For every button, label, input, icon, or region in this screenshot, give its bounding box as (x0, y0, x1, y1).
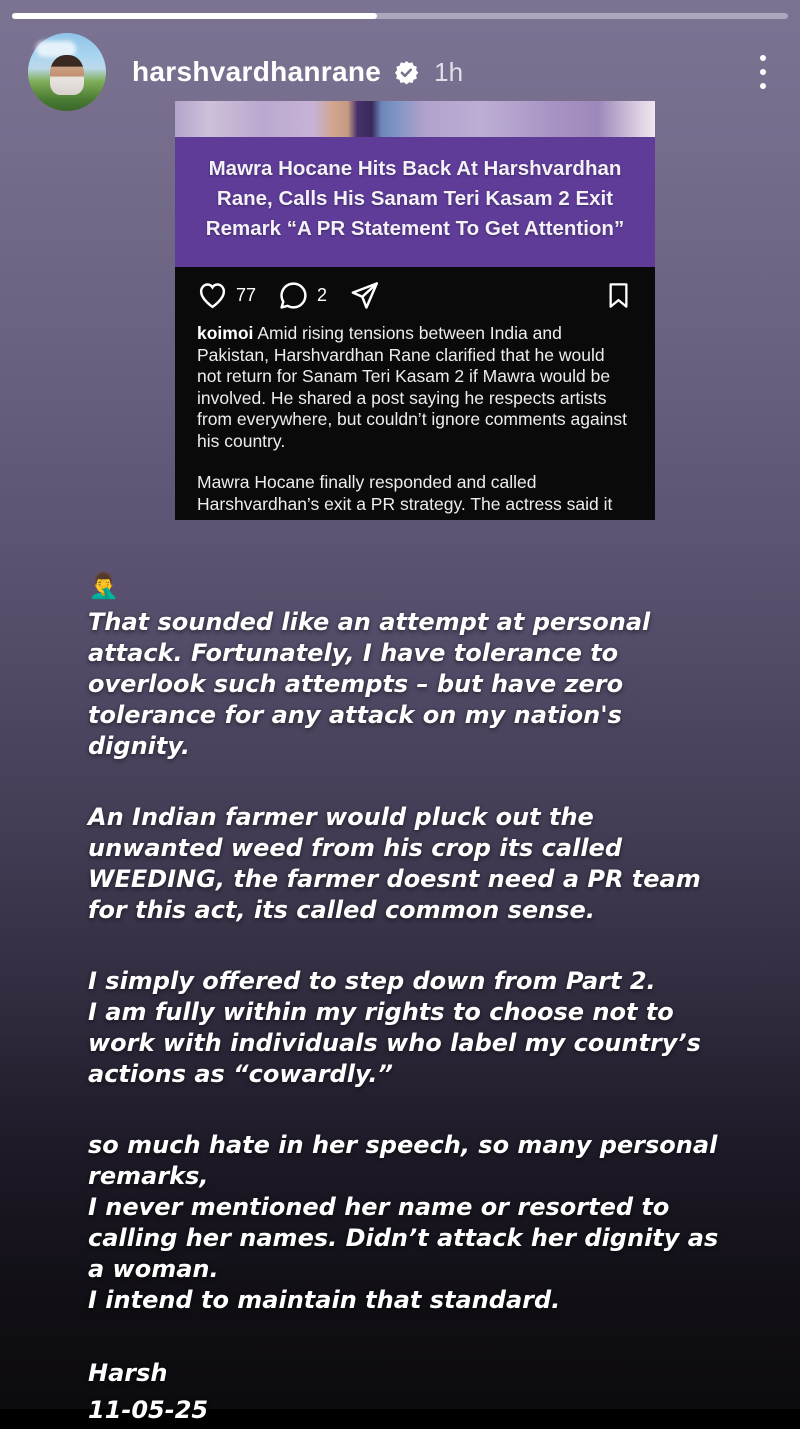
comment-icon (278, 280, 309, 311)
like-count: 77 (236, 285, 257, 305)
signature-date: 11-05-25 (88, 1396, 209, 1424)
username[interactable]: harshvardhanrane (132, 56, 382, 87)
like-heart-icon (197, 280, 228, 311)
story-line: An Indian farmer would pluck out the unwanted weed from his crop its called WEEDING, the farmer doesnt need a PR team for this act, its called common sense. (88, 803, 701, 924)
story-line: That sounded like an attempt at personal attack. Fortunately, I have tolerance to overlook such attempts – but have zero tolerance for any attack on my nation's dignity. (88, 608, 651, 760)
avatar-person-photo (50, 55, 84, 95)
post-headline: Mawra Hocane Hits Back At Harshvardhan Rane, Calls His Sanam Teri Kasam 2 Exit Remark “A PR Statement To Get Attention” (205, 157, 625, 240)
post-headline-area (175, 137, 655, 267)
more-options-button[interactable] (756, 49, 770, 95)
story-line: I simply offered to step down from Part 2. (88, 967, 656, 995)
comment-count: 2 (317, 285, 328, 305)
post-body (175, 267, 655, 520)
post-action-row (197, 280, 633, 311)
embedded-post-screenshot[interactable] (175, 101, 655, 520)
post-caption-continued: Mawra Hocane finally responded and called Harshvardhan’s exit a PR strategy. The actress said it (197, 472, 613, 514)
bookmark-icon (604, 281, 633, 310)
post-caption-text: Amid rising tensions between India and Pakistan, Harshvardhan Rane clarified that he would not return for Sanam Teri Kasam 2 if Mawra would be involved. He shared a post saying he respects artists from everywhere, but couldn’t ignore comments against his country. (197, 323, 627, 451)
story-paragraph (88, 607, 720, 762)
profile-avatar[interactable] (28, 33, 106, 111)
story-line: so much hate in her speech, so many personal remarks, (88, 1131, 718, 1190)
story-progress-fill (12, 13, 377, 19)
facepalm-emoji: 🤦‍♂️ (88, 571, 120, 600)
post-caption (197, 323, 633, 452)
share-icon (349, 280, 380, 311)
signature-name: Harsh (88, 1359, 168, 1387)
story-timestamp: 1h (434, 56, 464, 87)
story-line: I never mentioned her name or resorted to calling her names. Didn’t attack her dignity as a woman. (88, 1193, 719, 1283)
story-line: I intend to maintain that standard. (88, 1286, 561, 1314)
story-progress-bar (12, 13, 788, 19)
verified-badge-icon (394, 60, 419, 85)
story-paragraph (88, 802, 720, 926)
story-header (28, 33, 770, 111)
post-caption-author[interactable]: koimoi (197, 323, 254, 343)
story-paragraph (88, 1130, 720, 1316)
story-paragraph (88, 966, 720, 1090)
post-photo-strip (175, 101, 655, 137)
story-line: I am fully within my rights to choose not to work with individuals who label my country’s actions as “cowardly.” (88, 998, 701, 1088)
story-text-overlay (88, 571, 720, 1429)
